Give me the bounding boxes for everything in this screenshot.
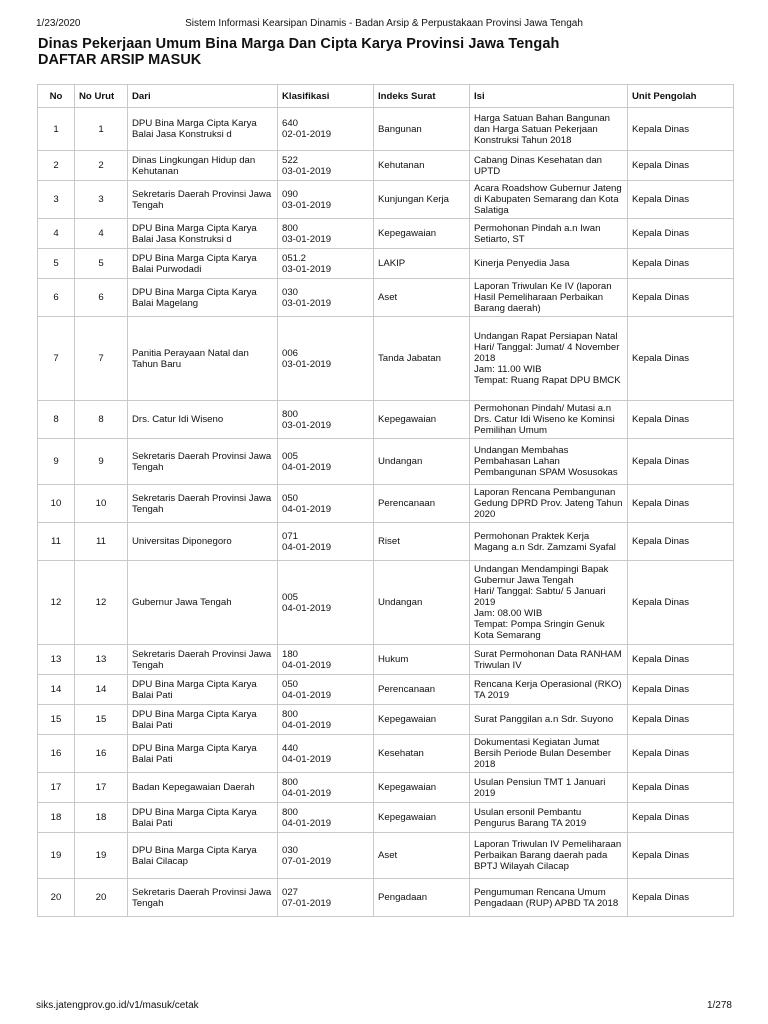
print-footer (36, 998, 732, 1012)
cell-unit-pengolah: Kepala Dinas (628, 833, 734, 879)
letter-date: 03-01-2019 (282, 263, 332, 275)
classification-code: 090 (282, 188, 299, 200)
cell-no: 10 (38, 485, 75, 523)
cell-dari: Gubernur Jawa Tengah (128, 561, 278, 645)
cell-isi: Undangan Membahas Pembahasan Lahan Pembangunan SPAM Wosusokas (470, 439, 628, 485)
cell-no-urut: 9 (75, 439, 128, 485)
cell-no: 17 (38, 773, 75, 803)
letter-date: 03-01-2019 (282, 297, 332, 309)
cell-no: 20 (38, 879, 75, 917)
cell-klasifikasi (278, 151, 374, 181)
cell-klasifikasi (278, 401, 374, 439)
cell-no-urut: 5 (75, 249, 128, 279)
cell-klasifikasi (278, 675, 374, 705)
cell-isi: Laporan Rencana Pembangunan Gedung DPRD Prov. Jateng Tahun 2020 (470, 485, 628, 523)
cell-unit-pengolah: Kepala Dinas (628, 151, 734, 181)
cell-dari: Badan Kepegawaian Daerah (128, 773, 278, 803)
cell-dari: Dinas Lingkungan Hidup dan Kehutanan (128, 151, 278, 181)
table-row (38, 108, 734, 151)
classification-code: 006 (282, 347, 299, 359)
cell-no: 5 (38, 249, 75, 279)
column-header-dari: Dari (128, 85, 278, 108)
cell-dari: DPU Bina Marga Cipta Karya Balai Jasa Konstruksi d (128, 108, 278, 151)
cell-klasifikasi (278, 108, 374, 151)
cell-dari: DPU Bina Marga Cipta Karya Balai Pati (128, 735, 278, 773)
cell-no: 15 (38, 705, 75, 735)
cell-no: 14 (38, 675, 75, 705)
table-row (38, 219, 734, 249)
column-header-klasifikasi: Klasifikasi (278, 85, 374, 108)
letter-date: 04-01-2019 (282, 461, 332, 473)
classification-code: 522 (282, 154, 299, 166)
cell-no-urut: 11 (75, 523, 128, 561)
cell-indeks-surat: Perencanaan (374, 485, 470, 523)
classification-code: 800 (282, 776, 299, 788)
table-row (38, 249, 734, 279)
cell-dari: DPU Bina Marga Cipta Karya Balai Pati (128, 705, 278, 735)
classification-code: 180 (282, 648, 299, 660)
letter-date: 04-01-2019 (282, 541, 332, 553)
letter-date: 04-01-2019 (282, 719, 332, 731)
cell-indeks-surat: Tanda Jabatan (374, 317, 470, 401)
cell-isi: Undangan Rapat Persiapan Natal Hari/ Tanggal: Jumat/ 4 November 2018 Jam: 11.00 WIB Tempat: Ruang Rapat DPU BMCK (470, 317, 628, 401)
table-row (38, 645, 734, 675)
letter-date: 03-01-2019 (282, 199, 332, 211)
cell-unit-pengolah: Kepala Dinas (628, 401, 734, 439)
cell-klasifikasi (278, 803, 374, 833)
print-date: 1/23/2020 (36, 17, 81, 29)
classification-code: 071 (282, 530, 299, 542)
cell-indeks-surat: Kepegawaian (374, 219, 470, 249)
cell-dari: DPU Bina Marga Cipta Karya Balai Pati (128, 675, 278, 705)
agency-title: Dinas Pekerjaan Umum Bina Marga Dan Cipta Karya Provinsi Jawa Tengah (38, 36, 560, 52)
cell-no-urut: 1 (75, 108, 128, 151)
cell-no: 4 (38, 219, 75, 249)
cell-dari: Sekretaris Daerah Provinsi Jawa Tengah (128, 879, 278, 917)
print-header-title: Sistem Informasi Kearsipan Dinamis - Badan Arsip & Perpustakaan Provinsi Jawa Tengah (185, 17, 583, 29)
column-header-isi: Isi (470, 85, 628, 108)
letter-date: 04-01-2019 (282, 602, 332, 614)
cell-dari: Panitia Perayaan Natal dan Tahun Baru (128, 317, 278, 401)
cell-no-urut: 13 (75, 645, 128, 675)
cell-no-urut: 10 (75, 485, 128, 523)
cell-dari: Drs. Catur Idi Wiseno (128, 401, 278, 439)
cell-isi: Permohonan Praktek Kerja Magang a.n Sdr. Zamzami Syafal (470, 523, 628, 561)
cell-isi: Cabang Dinas Kesehatan dan UPTD (470, 151, 628, 181)
cell-no: 7 (38, 317, 75, 401)
cell-no-urut: 14 (75, 675, 128, 705)
cell-klasifikasi (278, 705, 374, 735)
table-row (38, 485, 734, 523)
cell-klasifikasi (278, 735, 374, 773)
cell-unit-pengolah: Kepala Dinas (628, 279, 734, 317)
cell-no-urut: 18 (75, 803, 128, 833)
cell-unit-pengolah: Kepala Dinas (628, 317, 734, 401)
cell-dari: DPU Bina Marga Cipta Karya Balai Purwodadi (128, 249, 278, 279)
cell-unit-pengolah: Kepala Dinas (628, 485, 734, 523)
classification-code: 050 (282, 678, 299, 690)
cell-no: 1 (38, 108, 75, 151)
classification-code: 005 (282, 591, 299, 603)
cell-isi: Pengumuman Rencana Umum Pengadaan (RUP) APBD TA 2018 (470, 879, 628, 917)
classification-code: 800 (282, 708, 299, 720)
cell-klasifikasi (278, 279, 374, 317)
cell-no: 2 (38, 151, 75, 181)
table-row (38, 439, 734, 485)
cell-isi: Permohonan Pindah/ Mutasi a.n Drs. Catur Idi Wiseno ke Kominsi Pemilihan Umum (470, 401, 628, 439)
classification-code: 027 (282, 886, 299, 898)
cell-no-urut: 4 (75, 219, 128, 249)
cell-unit-pengolah: Kepala Dinas (628, 219, 734, 249)
cell-klasifikasi (278, 181, 374, 219)
cell-indeks-surat: Kehutanan (374, 151, 470, 181)
letter-date: 02-01-2019 (282, 129, 332, 140)
classification-code: 005 (282, 450, 299, 462)
classification-code: 640 (282, 118, 299, 129)
table-row (38, 735, 734, 773)
cell-klasifikasi (278, 317, 374, 401)
cell-isi: Dokumentasi Kegiatan Jumat Bersih Periode Bulan Desember 2018 (470, 735, 628, 773)
cell-indeks-surat: Kepegawaian (374, 803, 470, 833)
table-row (38, 803, 734, 833)
letter-date: 04-01-2019 (282, 503, 332, 515)
cell-no-urut: 8 (75, 401, 128, 439)
cell-no: 8 (38, 401, 75, 439)
cell-klasifikasi (278, 645, 374, 675)
document-title-block (38, 36, 559, 68)
cell-isi: Undangan Mendampingi Bapak Gubernur Jawa Tengah Hari/ Tanggal: Sabtu/ 5 Januari 2019 Jam: 08.00 WIB Tempat: Pompa Sringin Genuk Kota Semarang (470, 561, 628, 645)
cell-no: 12 (38, 561, 75, 645)
cell-isi: Kinerja Penyedia Jasa (470, 249, 628, 279)
cell-indeks-surat: Undangan (374, 561, 470, 645)
cell-klasifikasi (278, 219, 374, 249)
document-subtitle: DAFTAR ARSIP MASUK (38, 52, 202, 68)
letter-date: 04-01-2019 (282, 787, 332, 799)
cell-no: 9 (38, 439, 75, 485)
table-row (38, 675, 734, 705)
cell-no: 6 (38, 279, 75, 317)
cell-klasifikasi (278, 523, 374, 561)
cell-no: 13 (38, 645, 75, 675)
cell-unit-pengolah: Kepala Dinas (628, 181, 734, 219)
cell-klasifikasi (278, 249, 374, 279)
cell-unit-pengolah: Kepala Dinas (628, 108, 734, 151)
cell-no: 16 (38, 735, 75, 773)
letter-date: 04-01-2019 (282, 753, 332, 765)
classification-code: 440 (282, 742, 299, 754)
cell-isi: Laporan Triwulan IV Pemeliharaan Perbaikan Barang daerah pada BPTJ Wilayah Cilacap (470, 833, 628, 879)
cell-indeks-surat: Perencanaan (374, 675, 470, 705)
letter-date: 03-01-2019 (282, 233, 332, 245)
cell-indeks-surat: Undangan (374, 439, 470, 485)
cell-no-urut: 7 (75, 317, 128, 401)
page-url: siks.jatengprov.go.id/v1/masuk/cetak (36, 999, 199, 1011)
cell-dari: DPU Bina Marga Cipta Karya Balai Jasa Konstruksi d (128, 219, 278, 249)
cell-isi: Harga Satuan Bahan Bangunan dan Harga Satuan Pekerjaan Konstruksi Tahun 2018 (470, 108, 628, 151)
column-header-no: No (38, 85, 75, 108)
cell-no: 18 (38, 803, 75, 833)
classification-code: 050 (282, 492, 299, 504)
cell-dari: Universitas Diponegoro (128, 523, 278, 561)
cell-isi: Usulan Pensiun TMT 1 Januari 2019 (470, 773, 628, 803)
table-row (38, 401, 734, 439)
cell-klasifikasi (278, 485, 374, 523)
cell-indeks-surat: Kesehatan (374, 735, 470, 773)
cell-indeks-surat: Aset (374, 833, 470, 879)
table-row (38, 773, 734, 803)
cell-isi: Acara Roadshow Gubernur Jateng di Kabupaten Semarang dan Kota Salatiga (470, 181, 628, 219)
cell-indeks-surat: Bangunan (374, 108, 470, 151)
classification-code: 051.2 (282, 252, 307, 264)
cell-isi: Permohonan Pindah a.n Iwan Setiarto, ST (470, 219, 628, 249)
cell-isi: Laporan Triwulan Ke IV (laporan Hasil Pemeliharaan Perbaikan Barang daerah) (470, 279, 628, 317)
classification-code: 030 (282, 844, 299, 856)
table-row (38, 833, 734, 879)
cell-indeks-surat: Pengadaan (374, 879, 470, 917)
cell-unit-pengolah: Kepala Dinas (628, 773, 734, 803)
table-row (38, 279, 734, 317)
cell-isi: Usulan ersonil Pembantu Pengurus Barang TA 2019 (470, 803, 628, 833)
cell-dari: Sekretaris Daerah Provinsi Jawa Tengah (128, 439, 278, 485)
cell-klasifikasi (278, 879, 374, 917)
cell-no: 3 (38, 181, 75, 219)
cell-unit-pengolah: Kepala Dinas (628, 645, 734, 675)
cell-no-urut: 3 (75, 181, 128, 219)
cell-no-urut: 16 (75, 735, 128, 773)
letter-date: 07-01-2019 (282, 855, 332, 867)
cell-dari: Sekretaris Daerah Provinsi Jawa Tengah (128, 485, 278, 523)
cell-no: 19 (38, 833, 75, 879)
cell-dari: DPU Bina Marga Cipta Karya Balai Cilacap (128, 833, 278, 879)
classification-code: 030 (282, 286, 299, 298)
cell-unit-pengolah: Kepala Dinas (628, 705, 734, 735)
cell-no-urut: 19 (75, 833, 128, 879)
table-header-row (38, 85, 734, 108)
column-header-no-urut: No Urut (75, 85, 128, 108)
cell-indeks-surat: Riset (374, 523, 470, 561)
incoming-archive-table (37, 84, 734, 917)
cell-no-urut: 15 (75, 705, 128, 735)
cell-isi: Rencana Kerja Operasional (RKO) TA 2019 (470, 675, 628, 705)
page-number: 1/278 (706, 999, 732, 1011)
table-row (38, 705, 734, 735)
cell-indeks-surat: Kepegawaian (374, 705, 470, 735)
cell-unit-pengolah: Kepala Dinas (628, 675, 734, 705)
cell-unit-pengolah: Kepala Dinas (628, 735, 734, 773)
cell-dari: DPU Bina Marga Cipta Karya Balai Magelang (128, 279, 278, 317)
cell-klasifikasi (278, 833, 374, 879)
classification-code: 800 (282, 408, 299, 420)
cell-unit-pengolah: Kepala Dinas (628, 523, 734, 561)
table-row (38, 151, 734, 181)
cell-unit-pengolah: Kepala Dinas (628, 879, 734, 917)
letter-date: 04-01-2019 (282, 689, 332, 701)
cell-unit-pengolah: Kepala Dinas (628, 803, 734, 833)
cell-indeks-surat: Hukum (374, 645, 470, 675)
letter-date: 03-01-2019 (282, 419, 332, 431)
cell-indeks-surat: Kepegawaian (374, 773, 470, 803)
cell-no-urut: 12 (75, 561, 128, 645)
classification-code: 800 (282, 806, 299, 818)
letter-date: 07-01-2019 (282, 897, 332, 909)
table-row (38, 317, 734, 401)
table-row (38, 523, 734, 561)
cell-unit-pengolah: Kepala Dinas (628, 249, 734, 279)
classification-code: 800 (282, 222, 299, 234)
letter-date: 04-01-2019 (282, 817, 332, 829)
cell-unit-pengolah: Kepala Dinas (628, 561, 734, 645)
cell-indeks-surat: Kunjungan Kerja (374, 181, 470, 219)
cell-isi: Surat Permohonan Data RANHAM Triwulan IV (470, 645, 628, 675)
cell-klasifikasi (278, 561, 374, 645)
cell-dari: DPU Bina Marga Cipta Karya Balai Pati (128, 803, 278, 833)
cell-klasifikasi (278, 439, 374, 485)
cell-klasifikasi (278, 773, 374, 803)
table-row (38, 561, 734, 645)
cell-indeks-surat: Aset (374, 279, 470, 317)
print-header (36, 16, 732, 30)
cell-dari: Sekretaris Daerah Provinsi Jawa Tengah (128, 645, 278, 675)
cell-unit-pengolah: Kepala Dinas (628, 439, 734, 485)
cell-indeks-surat: Kepegawaian (374, 401, 470, 439)
cell-isi: Surat Panggilan a.n Sdr. Suyono (470, 705, 628, 735)
table-row (38, 879, 734, 917)
table-row (38, 181, 734, 219)
cell-no: 11 (38, 523, 75, 561)
cell-no-urut: 17 (75, 773, 128, 803)
letter-date: 03-01-2019 (282, 165, 332, 177)
column-header-unit-pengolah: Unit Pengolah (628, 85, 734, 108)
column-header-indeks-surat: Indeks Surat (374, 85, 470, 108)
letter-date: 03-01-2019 (282, 358, 332, 370)
cell-no-urut: 2 (75, 151, 128, 181)
letter-date: 04-01-2019 (282, 659, 332, 671)
cell-dari: Sekretaris Daerah Provinsi Jawa Tengah (128, 181, 278, 219)
cell-no-urut: 6 (75, 279, 128, 317)
cell-indeks-surat: LAKIP (374, 249, 470, 279)
cell-no-urut: 20 (75, 879, 128, 917)
